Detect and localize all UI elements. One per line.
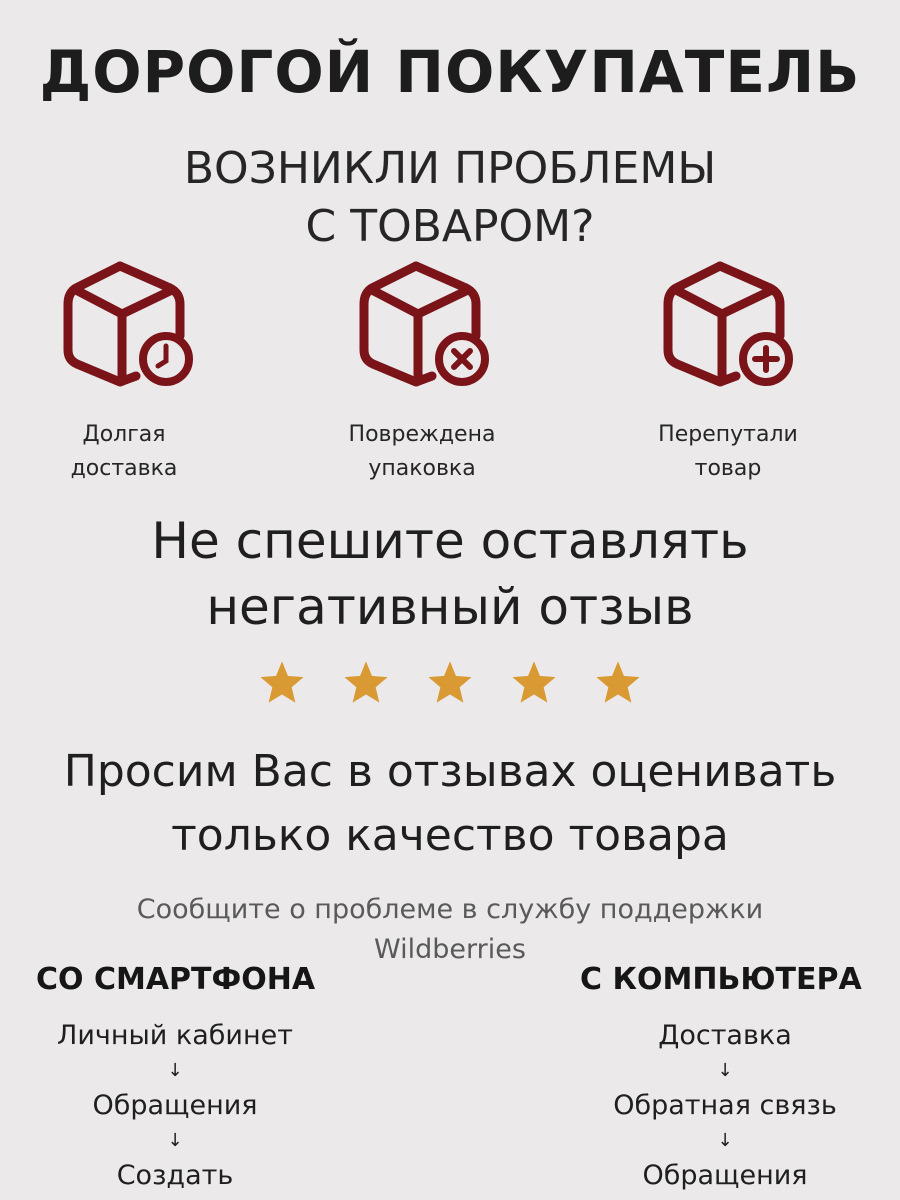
- smartphone-step-1: Личный кабинет: [57, 1020, 293, 1051]
- computer-step-1: Доставка: [658, 1020, 792, 1051]
- arrow-down-icon: ↓: [717, 1130, 733, 1151]
- headline-line-2: негативный отзыв: [206, 578, 694, 636]
- computer-steps: [580, 1016, 870, 1196]
- star-icon: [511, 660, 557, 706]
- arrow-down-icon: ↓: [717, 1060, 733, 1081]
- computer-step-2: Обратная связь: [613, 1090, 837, 1121]
- box-clock-icon: [62, 258, 212, 388]
- smartphone-step-2: Обращения: [92, 1090, 258, 1121]
- subtitle: [0, 140, 900, 256]
- problem-label-packaging: Повреждена упаковка: [348, 422, 496, 481]
- headline-line-1: Не спешите оставлять: [151, 512, 749, 570]
- computer-step-3: Обращения: [642, 1160, 808, 1191]
- subtitle-line-2: С ТОВАРОМ?: [305, 201, 595, 252]
- star-icon: [595, 660, 641, 706]
- rating-stars: [0, 660, 900, 706]
- support-text: [0, 890, 900, 970]
- smartphone-title: СО СМАРТФОНА: [36, 962, 316, 997]
- arrow-down-icon: ↓: [167, 1130, 183, 1151]
- page-title: ДОРОГОЙ ПОКУПАТЕЛЬ: [39, 38, 861, 106]
- star-icon: [427, 660, 473, 706]
- request-line-1: Просим Вас в отзывах оценивать: [63, 746, 837, 797]
- box-cross-icon: [358, 258, 508, 388]
- star-icon: [343, 660, 389, 706]
- smartphone-step-3: Создать: [116, 1160, 234, 1191]
- star-icon: [259, 660, 305, 706]
- smartphone-steps: [30, 1016, 320, 1196]
- request-text: [0, 740, 900, 868]
- arrow-down-icon: ↓: [167, 1060, 183, 1081]
- computer-title: С КОМПЬЮТЕРА: [580, 962, 862, 997]
- problem-label-delivery: Долгая доставка: [70, 422, 178, 481]
- support-line-1: Сообщите о проблеме в службу поддержки: [136, 894, 764, 925]
- headline: [0, 508, 900, 640]
- subtitle-line-1: ВОЗНИКЛИ ПРОБЛЕМЫ: [183, 143, 717, 194]
- box-plus-icon: [662, 258, 812, 388]
- support-line-2: Wildberries: [374, 934, 526, 965]
- request-line-2: только качество товара: [171, 810, 729, 861]
- problem-label-wrong-item: Перепутали товар: [658, 422, 798, 481]
